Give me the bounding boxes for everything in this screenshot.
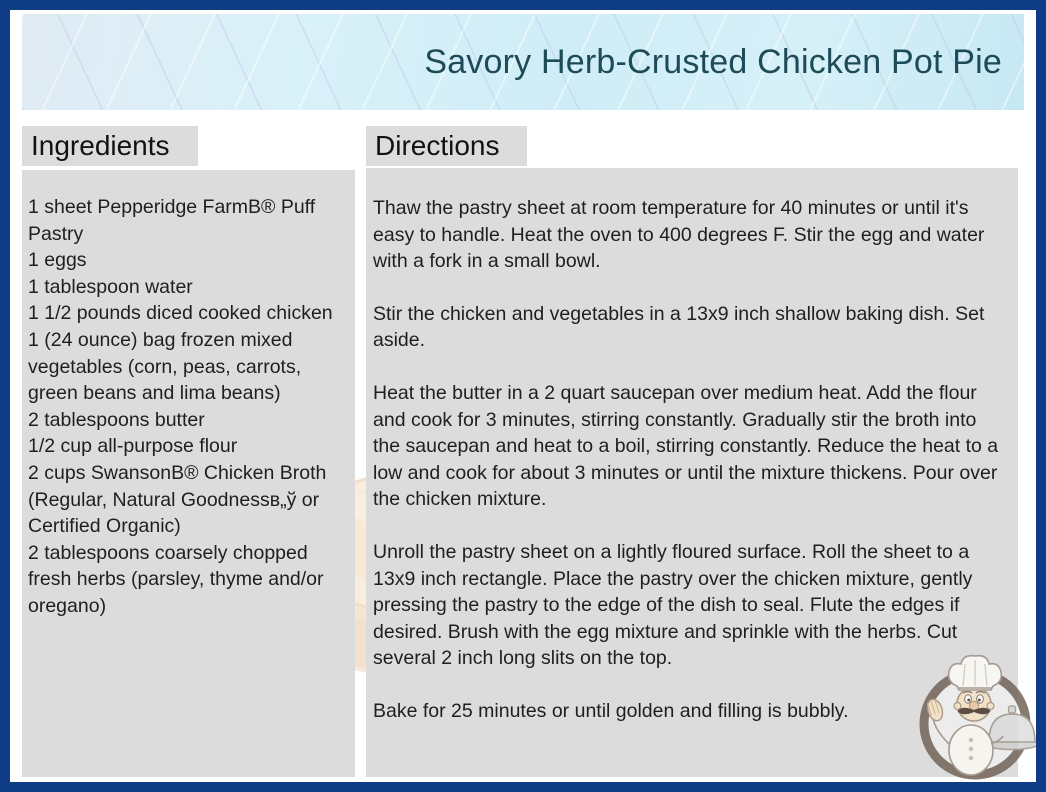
direction-step: Stir the chicken and vegetables in a 13x9 inch shallow baking dish. Set aside. xyxy=(373,302,985,352)
directions-text xyxy=(366,168,1018,777)
ingredient-item: 2 tablespoons butter xyxy=(28,408,205,431)
recipe-title: Savory Herb-Crusted Chicken Pot Pie xyxy=(424,42,1002,81)
direction-step: Heat the butter in a 2 quart saucepan over medium heat. Add the flour and cook for 3 minutes, stirring constantly. Gradually stir the broth into the saucepan and heat to a boil, stirring constantly. Reduce the heat to a low and cook for about 3 minutes or until the mixture thickens. Pour over the chicken mixture. xyxy=(373,381,999,511)
ingredient-item: 2 tablespoons coarsely chopped fresh herbs (parsley, thyme and/or oregano) xyxy=(28,541,324,617)
ingredient-item: 1 sheet Pepperidge FarmB® Puff Pastry xyxy=(28,196,316,245)
direction-step: Bake for 25 minutes or until golden and filling is bubbly. xyxy=(373,699,849,722)
direction-step: Thaw the pastry sheet at room temperature for 40 minutes or until it's easy to handle. Heat the oven to 400 degrees F. Stir the egg and water with a fork in a small bowl. xyxy=(373,197,985,273)
ingredient-item: 1 (24 ounce) bag frozen mixed vegetables (corn, peas, carrots, green beans and lima beans) xyxy=(28,328,302,405)
directions-heading: Directions xyxy=(366,126,527,166)
direction-step: Unroll the pastry sheet on a lightly floured surface. Roll the sheet to a 13x9 inch rectangle. Place the pastry over the chicken mixture, gently pressing the pastry to the edge of the dish to seal. Flute the edges if desired. Brush with the egg mixture and sprinkle with the herbs. Cut several 2 inch long slits on the top. xyxy=(373,540,973,670)
ingredient-item: 2 cups SwansonB® Chicken Broth (Regular, Natural Goodnessв„ў or Certified Organic) xyxy=(28,461,327,538)
ingredient-item: 1 eggs xyxy=(28,249,87,272)
title-banner xyxy=(22,14,1024,110)
ingredient-item: 1/2 cup all-purpose flour xyxy=(28,435,238,458)
ingredient-item: 1 1/2 pounds diced cooked chicken xyxy=(28,302,333,325)
ingredients-heading: Ingredients xyxy=(22,126,198,166)
ingredients-list xyxy=(22,170,355,777)
ingredient-item: 1 tablespoon water xyxy=(28,275,193,298)
